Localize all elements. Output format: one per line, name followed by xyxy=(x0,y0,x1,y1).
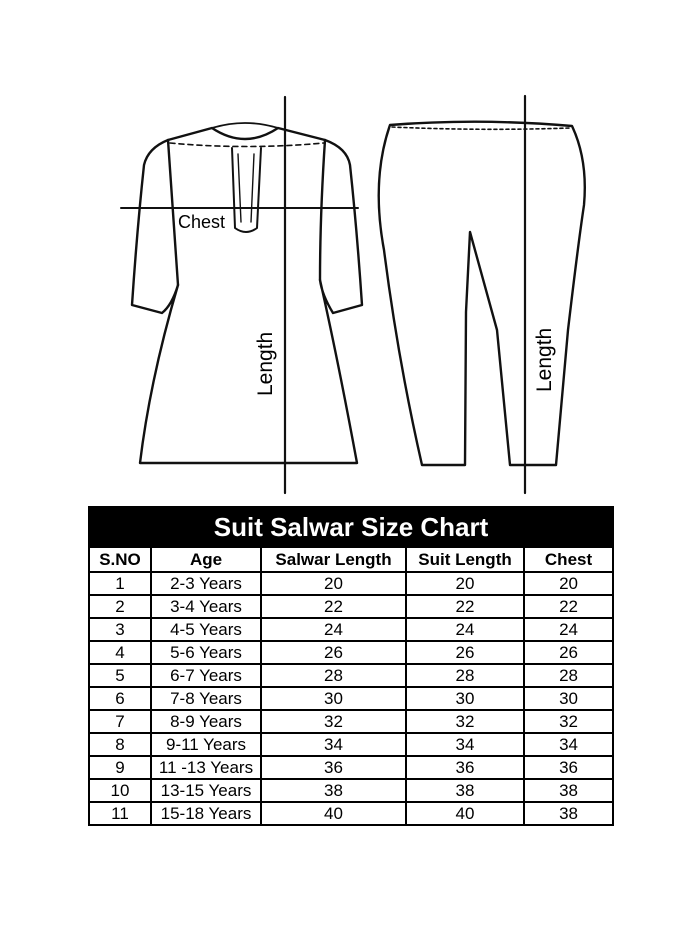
cell-sno: 2 xyxy=(89,595,151,618)
cell-age: 13-15 Years xyxy=(151,779,261,802)
table-row xyxy=(89,710,613,733)
suit-drawing xyxy=(121,97,362,493)
salwar-drawing xyxy=(379,96,585,493)
header-salwar-length: Salwar Length xyxy=(261,547,406,572)
table-row xyxy=(89,802,613,825)
chest-label: Chest xyxy=(178,212,226,232)
cell-age: 9-11 Years xyxy=(151,733,261,756)
cell-chest: 24 xyxy=(524,618,613,641)
cell-chest: 38 xyxy=(524,802,613,825)
table-row xyxy=(89,664,613,687)
table-row xyxy=(89,641,613,664)
cell-suit-length: 38 xyxy=(406,779,524,802)
cell-salwar-length: 20 xyxy=(261,572,406,595)
cell-sno: 7 xyxy=(89,710,151,733)
suit-yoke-line xyxy=(170,143,324,147)
cell-age: 8-9 Years xyxy=(151,710,261,733)
header-sno: S.NO xyxy=(89,547,151,572)
suit-placket xyxy=(232,148,261,232)
cell-chest: 34 xyxy=(524,733,613,756)
cell-age: 3-4 Years xyxy=(151,595,261,618)
cell-suit-length: 40 xyxy=(406,802,524,825)
cell-age: 2-3 Years xyxy=(151,572,261,595)
salwar-length-label: Length xyxy=(533,327,556,392)
cell-suit-length: 30 xyxy=(406,687,524,710)
cell-age: 11 -13 Years xyxy=(151,756,261,779)
cell-age: 7-8 Years xyxy=(151,687,261,710)
cell-salwar-length: 32 xyxy=(261,710,406,733)
table-row xyxy=(89,572,613,595)
table-row xyxy=(89,595,613,618)
cell-salwar-length: 30 xyxy=(261,687,406,710)
cell-age: 4-5 Years xyxy=(151,618,261,641)
cell-chest: 22 xyxy=(524,595,613,618)
suit-placket-inner xyxy=(238,154,254,222)
cell-sno: 3 xyxy=(89,618,151,641)
suit-length-label: Length xyxy=(254,331,277,396)
cell-salwar-length: 24 xyxy=(261,618,406,641)
cell-salwar-length: 38 xyxy=(261,779,406,802)
header-suit-length: Suit Length xyxy=(406,547,524,572)
cell-suit-length: 28 xyxy=(406,664,524,687)
cell-suit-length: 20 xyxy=(406,572,524,595)
cell-suit-length: 36 xyxy=(406,756,524,779)
cell-suit-length: 26 xyxy=(406,641,524,664)
table-row xyxy=(89,779,613,802)
table-header-row xyxy=(89,547,613,572)
table-title-row xyxy=(89,507,613,547)
suit-neck-back xyxy=(212,123,278,128)
cell-suit-length: 34 xyxy=(406,733,524,756)
cell-salwar-length: 26 xyxy=(261,641,406,664)
table-row xyxy=(89,618,613,641)
cell-salwar-length: 28 xyxy=(261,664,406,687)
table-body xyxy=(89,572,613,825)
suit-sleeve-seam-left xyxy=(168,140,178,285)
cell-salwar-length: 22 xyxy=(261,595,406,618)
table-row xyxy=(89,687,613,710)
salwar-waistband xyxy=(392,127,570,129)
cell-age: 5-6 Years xyxy=(151,641,261,664)
cell-chest: 38 xyxy=(524,779,613,802)
salwar-outline xyxy=(379,122,585,465)
cell-suit-length: 24 xyxy=(406,618,524,641)
suit-outline xyxy=(132,128,362,463)
cell-chest: 20 xyxy=(524,572,613,595)
cell-chest: 30 xyxy=(524,687,613,710)
cell-sno: 9 xyxy=(89,756,151,779)
cell-chest: 28 xyxy=(524,664,613,687)
cell-suit-length: 32 xyxy=(406,710,524,733)
cell-suit-length: 22 xyxy=(406,595,524,618)
cell-chest: 26 xyxy=(524,641,613,664)
cell-salwar-length: 34 xyxy=(261,733,406,756)
cell-sno: 10 xyxy=(89,779,151,802)
cell-salwar-length: 36 xyxy=(261,756,406,779)
header-age: Age xyxy=(151,547,261,572)
cell-sno: 6 xyxy=(89,687,151,710)
cell-sno: 1 xyxy=(89,572,151,595)
cell-sno: 11 xyxy=(89,802,151,825)
cell-age: 6-7 Years xyxy=(151,664,261,687)
table-title: Suit Salwar Size Chart xyxy=(89,507,613,547)
cell-sno: 8 xyxy=(89,733,151,756)
header-chest: Chest xyxy=(524,547,613,572)
cell-sno: 5 xyxy=(89,664,151,687)
cell-chest: 36 xyxy=(524,756,613,779)
suit-sleeve-seam-right xyxy=(320,140,325,280)
cell-sno: 4 xyxy=(89,641,151,664)
cell-age: 15-18 Years xyxy=(151,802,261,825)
cell-salwar-length: 40 xyxy=(261,802,406,825)
table-row xyxy=(89,733,613,756)
cell-chest: 32 xyxy=(524,710,613,733)
table-row xyxy=(89,756,613,779)
size-chart-table xyxy=(88,506,614,826)
